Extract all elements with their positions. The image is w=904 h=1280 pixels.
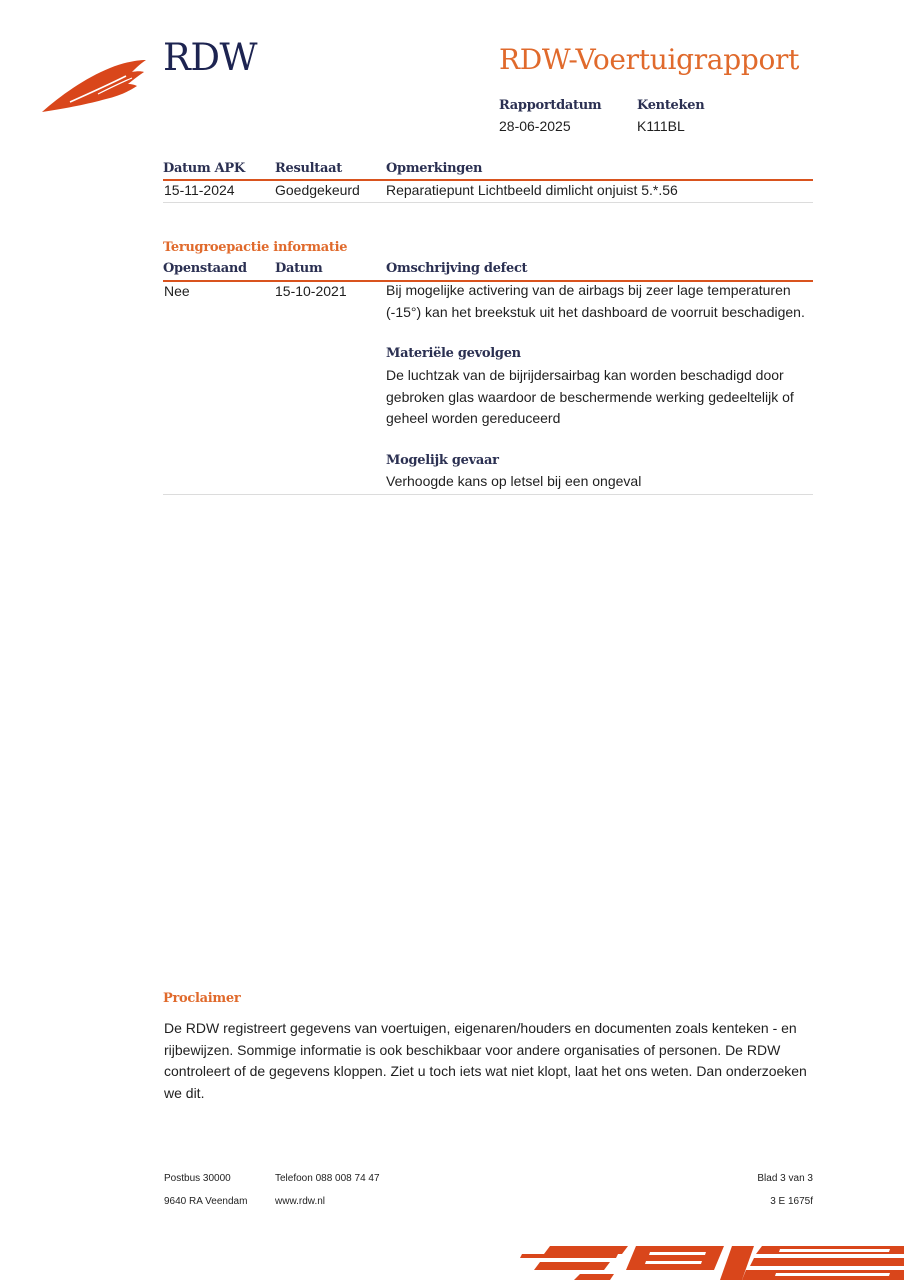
apk-row-resultaat: Goedgekeurd	[275, 182, 360, 198]
proclaimer-title: Proclaimer	[163, 991, 241, 1006]
rapportdatum-value: 28-06-2025	[499, 118, 571, 134]
apk-row-datum: 15-11-2024	[164, 182, 235, 198]
description-line: Bij mogelijke activering van de airbags bij zeer lage temperaturen	[386, 282, 791, 298]
brand-name: RDW	[163, 36, 258, 79]
recall-section-title: Terugroepactie informatie	[163, 240, 348, 255]
apk-row-opmerkingen: Reparatiepunt Lichtbeeld dimlicht onjuist 5.*.56	[386, 182, 678, 198]
recall-col-openstaand: Openstaand	[163, 261, 247, 276]
proclaimer-text	[164, 1018, 824, 1104]
gevolgen-text	[386, 365, 816, 430]
rapportdatum-label: Rapportdatum	[499, 98, 602, 113]
recall-openstaand: Nee	[164, 283, 190, 299]
gevolgen-line: geheel worden gereduceerd	[386, 410, 561, 426]
proclaimer-line: De RDW registreert gegevens van voertuigen, eigenaren/houders en documenten zoals kenteken - en	[164, 1020, 797, 1036]
footer-postbus: Postbus 30000	[164, 1173, 231, 1184]
gevolgen-line: De luchtzak van de bijrijdersairbag kan worden beschadigd door	[386, 367, 784, 383]
proclaimer-line: rijbewijzen. Sommige informatie is ook beschikbaar voor andere organisaties of personen. De RDW	[164, 1041, 781, 1058]
apk-row-divider	[163, 202, 813, 203]
rdw-feather-logo	[40, 56, 148, 116]
apk-col-resultaat: Resultaat	[275, 161, 342, 176]
gevaar-title: Mogelijk gevaar	[386, 453, 499, 468]
apk-col-opmerkingen: Opmerkingen	[386, 161, 483, 176]
kenteken-value: K111BL	[637, 118, 685, 134]
recall-col-datum: Datum	[275, 261, 323, 276]
description-line: (-15°) kan het breekstuk uit het dashboard de voorruit beschadigen.	[386, 303, 805, 320]
kenteken-label: Kenteken	[637, 98, 705, 113]
gevolgen-line: gebroken glas waardoor de beschermende werking gedeeltelijk of	[386, 388, 794, 405]
gevolgen-title: Materiële gevolgen	[386, 346, 521, 361]
footer-website[interactable]: www.rdw.nl	[275, 1196, 326, 1207]
footer-page-number: Blad 3 van 3	[757, 1173, 813, 1184]
footer-document-code: 3 E 1675f	[770, 1196, 813, 1207]
footer-telefoon: Telefoon 088 008 74 47	[275, 1173, 380, 1184]
recall-datum: 15-10-2021	[275, 283, 347, 299]
page-title: RDW-Voertuigrapport	[499, 43, 800, 76]
proclaimer-line: we dit.	[164, 1084, 205, 1101]
proclaimer-line: controleert of de gegevens kloppen. Ziet u toch iets wat niet klopt, laat het ons weten. Dan onderzoeken	[164, 1063, 807, 1079]
gevaar-text: Verhoogde kans op letsel bij een ongeval	[386, 473, 642, 489]
recall-row-divider	[163, 494, 813, 495]
recall-col-omschrijving: Omschrijving defect	[386, 261, 528, 276]
recall-description	[386, 280, 816, 323]
footer-postcode: 9640 RA Veendam	[164, 1196, 248, 1207]
apk-header-rule	[163, 179, 813, 181]
apk-col-datum: Datum APK	[163, 161, 245, 176]
footer-stripes-graphic	[510, 1240, 904, 1280]
